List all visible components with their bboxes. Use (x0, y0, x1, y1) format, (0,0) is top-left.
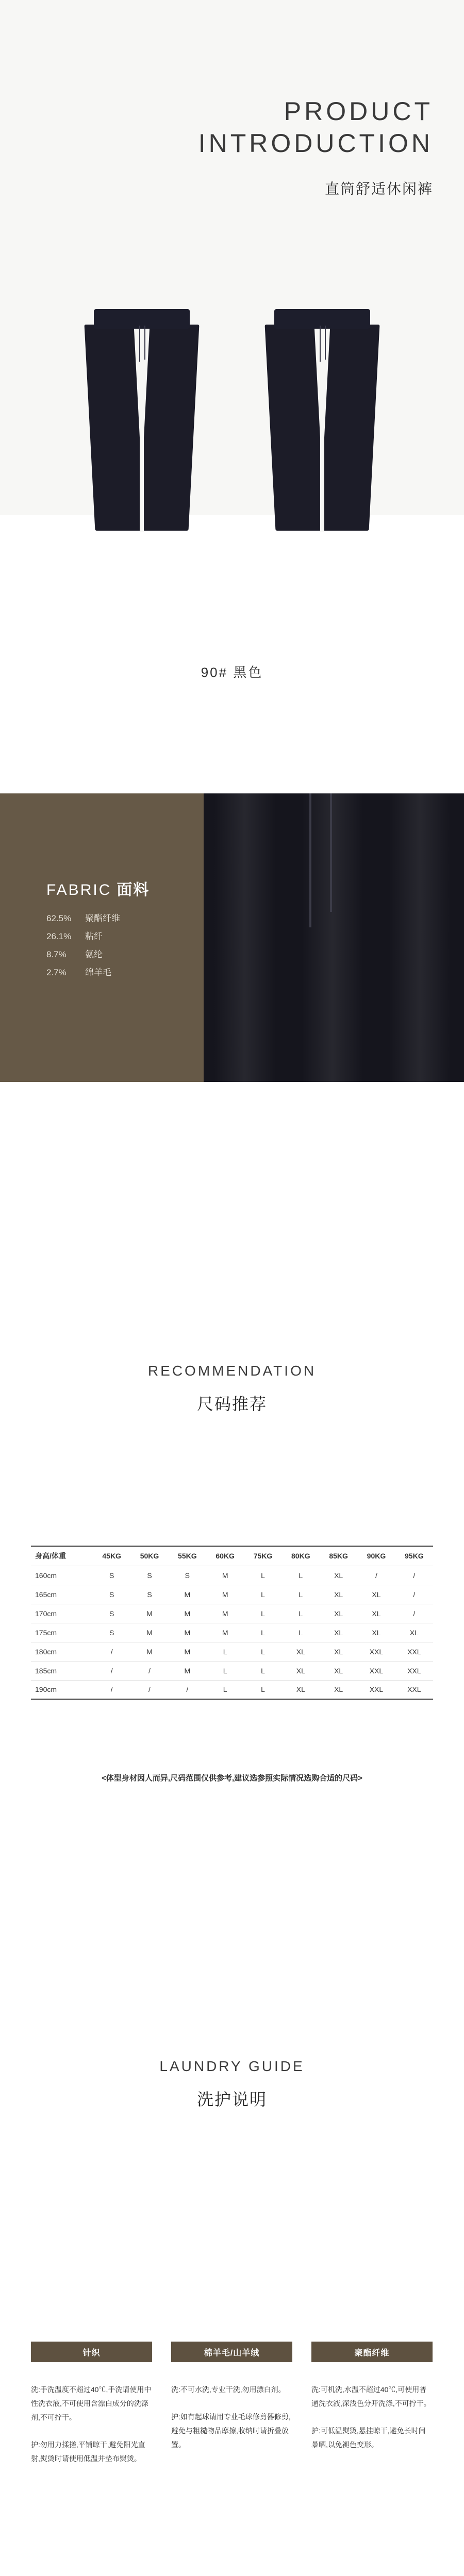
fabric-title-cn: 面料 (117, 882, 150, 899)
laundry-card-wool: 棉羊毛/山羊绒 洗:不可水洗,专业干洗,勿用漂白剂。 护:如有起球请用专业毛球修剪器修剪,避免与粗糙物品摩擦,收纳时请折叠放置。 (171, 2342, 292, 2452)
laundry-title-en: LAUNDRY GUIDE (159, 2058, 305, 2074)
fabric-composition-list (46, 909, 120, 981)
fabric-row: 2.7% 绵羊毛 (46, 968, 111, 977)
recommendation-title-cn: 尺码推荐 (196, 1395, 267, 1413)
intro-title (198, 95, 433, 159)
table-row: 175cm S M M M L L XL XL XL (31, 1623, 433, 1642)
fabric-row: 62.5% 聚酯纤维 (46, 913, 120, 923)
fabric-section (0, 793, 464, 1082)
laundry-title-cn: 洗护说明 (196, 2090, 267, 2109)
table-row: 160cm S S S M L L XL / / (31, 1566, 433, 1585)
fabric-title (46, 877, 150, 900)
size-table (31, 1546, 433, 1700)
table-row: 180cm / M M L L XL XL XXL XXL (31, 1642, 433, 1661)
intro-title-line1: PRODUCT (284, 97, 433, 126)
fabric-title-en: FABRIC (46, 882, 112, 899)
table-row: 185cm / / M L L XL XL XXL XXL (31, 1661, 433, 1680)
table-row: 190cm / / / L L XL XL XXL XXL (31, 1680, 433, 1699)
fabric-row: 8.7% 氨纶 (46, 950, 103, 959)
table-row: 170cm S M M M L L XL XL / (31, 1604, 433, 1623)
pants-back-image (268, 309, 376, 531)
fabric-info-panel (0, 793, 204, 1082)
product-name: 直筒舒适休闲裤 (324, 181, 433, 197)
size-note: <体型身材因人而异,尺码范围仅供参考,建议选参照实际情况选购合适的尺码> (102, 1774, 362, 1783)
intro-title-line2: INTRODUCTION (198, 129, 433, 158)
color-label: 90# 黑色 (201, 665, 263, 680)
product-introduction (0, 0, 464, 515)
fabric-row: 26.1% 粘纤 (46, 931, 103, 941)
size-table-header: 身高/体重 45KG 50KG 55KG 60KG 75KG 80KG 85KG 90KG 95KG (31, 1546, 433, 1566)
recommendation-title-en: RECOMMENDATION (147, 1363, 317, 1379)
pants-front-image (88, 309, 196, 531)
table-row: 165cm S S M M L L XL XL / (31, 1585, 433, 1604)
laundry-card-knit: 针织 洗:手洗温度不超过40℃,手洗请使用中性洗衣液,不可使用含漂白成分的洗涤剂,不可拧干。 护:勿用力揉搓,平铺晾干,避免阳光直射,熨烫时请使用低温并垫布熨烫。 (31, 2342, 152, 2466)
fabric-closeup-image (204, 793, 464, 1082)
laundry-card-polyester: 聚酯纤维 洗:可机洗,水温不超过40℃,可使用普通洗衣液,深浅色分开洗涤,不可拧干。 护:可低温熨烫,悬挂晾干,避免长时间暴晒,以免褪色变形。 (311, 2342, 433, 2452)
